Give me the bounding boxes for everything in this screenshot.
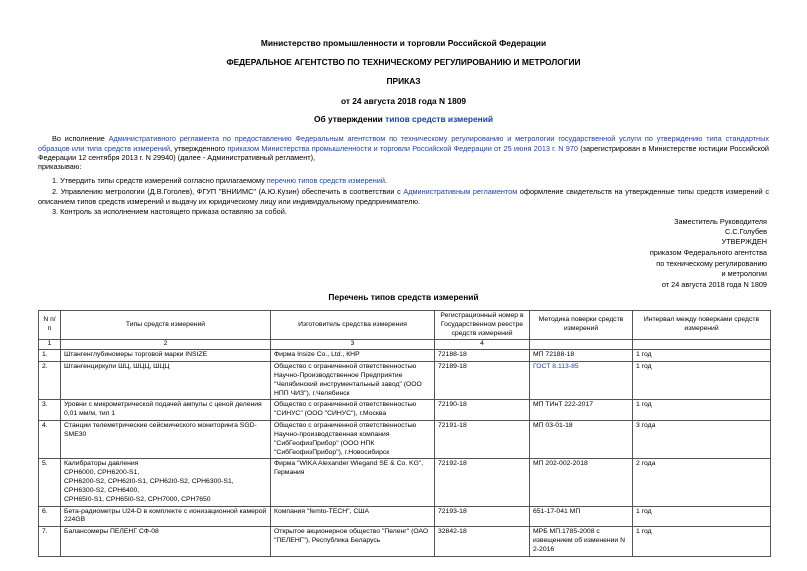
table-cell: 1 год	[633, 400, 771, 421]
table-cell: МП 03-01-18	[530, 421, 633, 459]
table-row	[39, 350, 771, 362]
table-cell: Штангенциркули ШЦ, ШЦЦ, ШЦЦ	[61, 362, 271, 400]
item1-suffix: .	[384, 176, 387, 185]
preamble-paragraph	[38, 134, 769, 163]
table-cell: МП 202-002-2018	[530, 459, 633, 506]
document-type: ПРИКАЗ	[386, 76, 421, 86]
column-number	[633, 340, 771, 350]
item1-prefix: 1. Утвердить типы средств измерений согласно прилагаемому	[52, 176, 267, 185]
table-cell: Станции телеметрические сейсмического мониторинга SGD-SME30	[61, 421, 271, 459]
table-cell: Балансомеры ПЕЛЕНГ СФ-08	[61, 527, 271, 556]
table-cell: 4.	[39, 421, 61, 459]
table-cell: МП ТИнТ 222-2017	[530, 400, 633, 421]
table-cell: 2 года	[633, 459, 771, 506]
approval-line-3: по техническому регулированию	[656, 259, 767, 268]
table-cell: Открытое акционерное общество "Пеленг" (ОАО "ПЕЛЕНГ"), Республика Беларусь	[271, 527, 435, 556]
table-row	[39, 421, 771, 459]
header-cell: Регистрационный номер в Государственном реестре средств измерений	[435, 311, 530, 340]
table-title: Перечень типов средств измерений	[328, 292, 479, 302]
header-cell: Методика поверки средств измерений	[530, 311, 633, 340]
table-cell: Общество с ограниченной ответственностью Научно-Производственное Предприятие "Челябинский инструментальный завод" (ООО НПП ЧИЗ"), г.Челябинск	[271, 362, 435, 400]
ministry-title: Министерство промышленности и торговли Российской Федерации	[260, 38, 547, 48]
order-970-link[interactable]: приказом Министерства промышленности и торговли Российской Федерации от 25 июня 2013 г. N 970	[227, 143, 578, 153]
table-cell: Общество с ограниченной ответственностью Научно-производственная компания "СибГеофизПрибор" (ООО НПК "СибГеофизПрибор"), г.Новосибирск	[271, 421, 435, 459]
signature-name: С.С.Голубев	[725, 227, 767, 236]
item2-prefix: 2. Управлению метрологии (Д.В.Гоголев), ФГУП "ВНИИМС" (А.Ю.Кузин) обеспечить в соответствии с	[52, 187, 404, 196]
table-cell: Уровни с микрометрической подачей ампулы с ценой деления 0,01 мм/м, тип 1	[61, 400, 271, 421]
table-cell: 1 год	[633, 506, 771, 527]
table-cell: Бета-радиометры U24-D в комплекте с ионизационной камерой 224GB	[61, 506, 271, 527]
document-subject	[0, 114, 807, 125]
order-word: приказываю:	[38, 162, 82, 171]
instruments-table	[38, 310, 771, 557]
table-cell: 72189-18	[435, 362, 530, 400]
header-cell: Изготовитель средства измерения	[271, 311, 435, 340]
table-cell: 7.	[39, 527, 61, 556]
table-cell: 5.	[39, 459, 61, 506]
table-cell: 1 год	[633, 362, 771, 400]
p1-mid: , утвержденного	[170, 143, 228, 153]
table-cell: 3.	[39, 400, 61, 421]
table-cell: 1 год	[633, 350, 771, 362]
table-cell: 72192-18	[435, 459, 530, 506]
column-number	[530, 340, 633, 350]
table-cell: МП 72188-18	[530, 350, 633, 362]
table-row	[39, 506, 771, 527]
table-cell: 72193-18	[435, 506, 530, 527]
approval-line-4: и метрологии	[721, 269, 767, 278]
table-cell[interactable]: ГОСТ 8.113-85	[530, 362, 633, 400]
subject-link[interactable]: типов средств измерений	[385, 114, 494, 124]
p1-prefix: Во исполнение	[52, 134, 109, 143]
table-cell: 72188-18	[435, 350, 530, 362]
table-row	[39, 400, 771, 421]
table-header-row	[39, 311, 771, 340]
p1-suffix: (зарегистрирован в Министерстве юстиции Российской Федерации 12 сентября 2013 г. N 29940) (далее - Административный регламент),	[38, 143, 769, 163]
approval-line-2: приказом Федерального агентства	[649, 248, 767, 257]
header-cell: Типы средств измерений	[61, 311, 271, 340]
agency-title: ФЕДЕРАЛЬНОЕ АГЕНТСТВО ПО ТЕХНИЧЕСКОМУ РЕГУЛИРОВАНИЮ И МЕТРОЛОГИИ	[226, 57, 581, 67]
table-row	[39, 362, 771, 400]
table-row	[39, 459, 771, 506]
document-date: от 24 августа 2018 года N 1809	[340, 96, 467, 106]
signature-position: Заместитель Руководителя	[674, 217, 767, 226]
approval-line-1: УТВЕРЖДЕН	[721, 237, 767, 246]
list-link[interactable]: перечню типов средств измерений	[266, 176, 385, 185]
table-cell: 2.	[39, 362, 61, 400]
table-cell: 6.	[39, 506, 61, 527]
table-cell: Калибраторы давления CPH6000, CPH6200-S1, CPH6200-S2, CPH62I0-S1, CPH62I0-S2, CPH6300-S1, CPH6300-S2, CPH6400, CPH65I0-S1, CPH65I0-S2, CPH7000, CPH7650	[61, 459, 271, 506]
table-cell: Фирма Insize Co., Ltd., КНР	[271, 350, 435, 362]
table-cell: 72190-18	[435, 400, 530, 421]
table-cell: Фирма "WIKA Alexander Wiegand SE & Co. KG", Германия	[271, 459, 435, 506]
order-item-3: 3. Контроль за исполнением настоящего приказа оставляю за собой.	[52, 207, 287, 216]
table-cell: 1.	[39, 350, 61, 362]
order-item-2	[38, 187, 769, 206]
column-number: 1	[39, 340, 61, 350]
regulation-link[interactable]: Административного регламента по предоставлению Федеральным агентством по техническому регулированию и метрологии государственной услуги по утверждению типа стандартных образцов или типа средств измерений	[38, 134, 769, 153]
column-number: 3	[271, 340, 435, 350]
approval-line-5: от 24 августа 2018 года N 1809	[661, 280, 767, 289]
table-cell: 72191-18	[435, 421, 530, 459]
table-cell: 1 год	[633, 527, 771, 556]
order-item-1	[52, 176, 769, 186]
table-cell: Штангенглубиномеры торговой марки INSIZE	[61, 350, 271, 362]
table-cell: Компания "femto-TECH", США	[271, 506, 435, 527]
item2-suffix: оформление свидетельств на утвержденные типы средств измерений с описанием типов средств измерений и выдачу их юридическому лицу или индивидуальному предпринимателю.	[38, 187, 770, 206]
table-cell: МРБ МП.1785-2008 с извещением об изменении N 2-2016	[530, 527, 633, 556]
admin-regulation-link[interactable]: Административным регламентом	[403, 187, 518, 196]
subject-prefix: Об утверждении	[313, 114, 386, 124]
table-cell: 32842-18	[435, 527, 530, 556]
table-cell: Общество с ограниченной ответственностью "СИНУС" (ООО "СИНУС"), г.Москва	[271, 400, 435, 421]
header-cell: Интервал между поверками средств измерений	[633, 311, 771, 340]
header-cell: N п/п	[39, 311, 61, 340]
column-number-row	[39, 340, 771, 350]
table-cell: 651-17-041 МП	[530, 506, 633, 527]
table-row	[39, 527, 771, 556]
table-cell: 3 года	[633, 421, 771, 459]
column-number: 4	[435, 340, 530, 350]
column-number: 2	[61, 340, 271, 350]
